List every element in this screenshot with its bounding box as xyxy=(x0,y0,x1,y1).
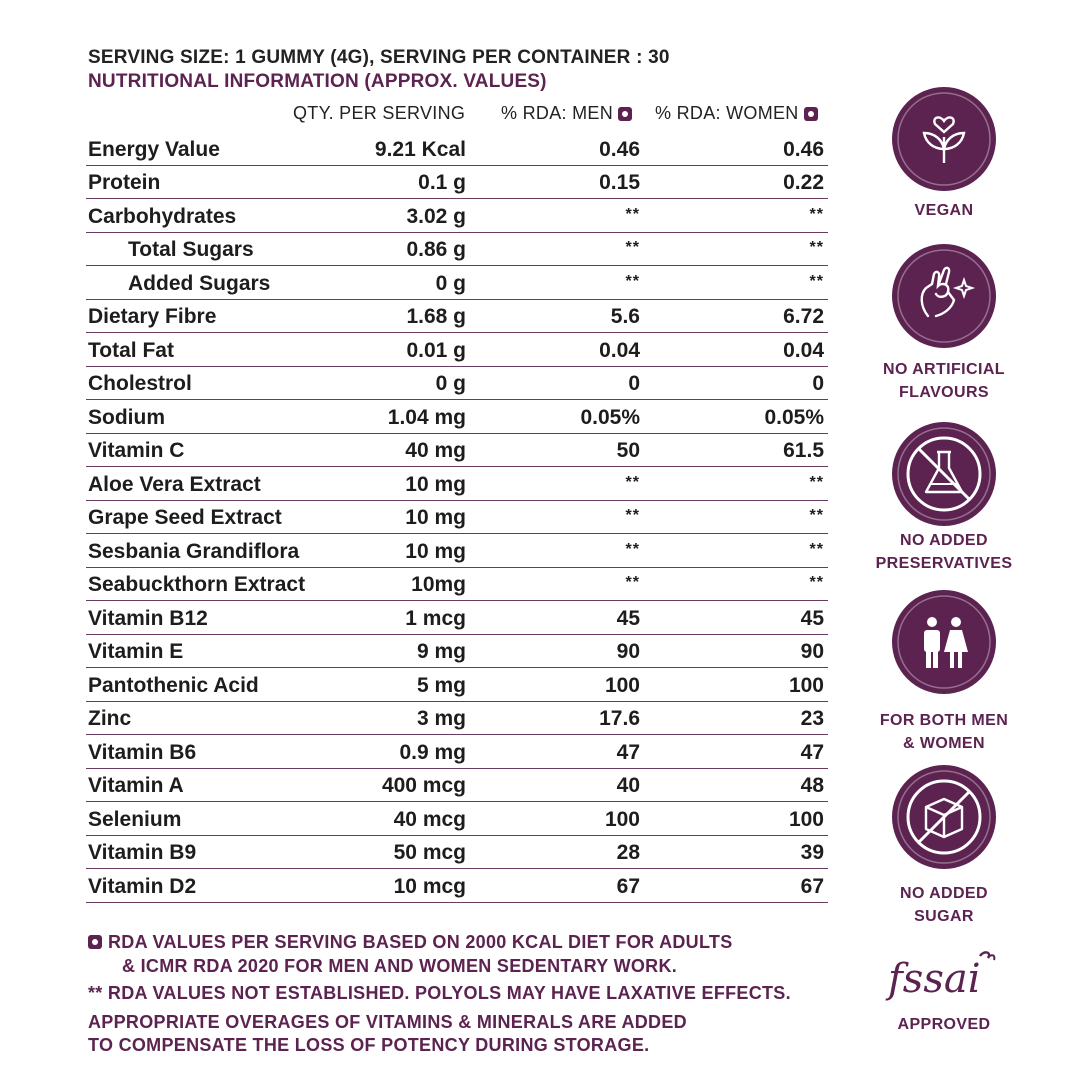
rda-men: 0.05% xyxy=(580,405,640,429)
nutrient-name: Vitamin B12 xyxy=(88,606,208,630)
rda-men: 0.46 xyxy=(599,137,640,161)
qty-per-serving: 3 mg xyxy=(416,707,466,730)
nutrient-name: Pantothenic Acid xyxy=(88,673,259,697)
qty-per-serving: 0.01 g xyxy=(406,338,466,362)
footnote-overage: APPROPRIATE OVERAGES OF VITAMINS & MINERALS ARE ADDED xyxy=(88,1012,687,1032)
rda-women: 0.05% xyxy=(764,405,824,429)
qty-per-serving: 5 mg xyxy=(416,673,466,697)
vegan-badge xyxy=(892,87,996,191)
rda-men: 40 xyxy=(616,774,640,797)
rda-men: ** xyxy=(625,540,640,558)
nutrient-name: Vitamin A xyxy=(88,774,184,797)
no-artificial-flavours-badge xyxy=(892,244,996,348)
rda-women: 48 xyxy=(800,774,824,797)
no-added-preservatives-badge xyxy=(892,422,996,526)
for-both-men-women-badge xyxy=(892,590,996,694)
nutrient-name: Added Sugars xyxy=(128,271,271,295)
nutrient-name: Cholestrol xyxy=(88,372,192,395)
fssai-logo-text: fssai xyxy=(888,956,981,1002)
rda-men: 5.6 xyxy=(610,305,640,328)
table-row xyxy=(86,836,828,870)
rda-men: 67 xyxy=(616,874,640,898)
nutrient-name: Seabuckthorn Extract xyxy=(88,573,306,596)
qty-per-serving: 0.1 g xyxy=(418,171,466,194)
qty-per-serving: 0.9 mg xyxy=(399,740,466,764)
rda-men: 17.6 xyxy=(599,707,640,730)
qty-per-serving: 3.02 g xyxy=(406,204,466,228)
footnote-stars: ** RDA VALUES NOT ESTABLISHED. POLYOLS MAY HAVE LAXATIVE EFFECTS. xyxy=(88,983,791,1003)
table-row xyxy=(86,568,828,602)
rda-women: 61.5 xyxy=(783,439,824,462)
nutrient-name: Grape Seed Extract xyxy=(88,506,282,529)
nutrient-name: Protein xyxy=(88,171,161,194)
table-row xyxy=(86,769,828,803)
table-row xyxy=(86,601,828,635)
rda-men: ** xyxy=(625,574,640,591)
nutrition-info-heading: NUTRITIONAL INFORMATION (APPROX. VALUES) xyxy=(88,71,547,92)
qty-per-serving: 0 g xyxy=(435,372,466,395)
hand-sparkle-icon xyxy=(892,244,996,348)
rda-men: 90 xyxy=(616,640,640,663)
no-added-sugar-badge xyxy=(892,765,996,869)
qty-per-serving: 10 mg xyxy=(405,539,466,563)
column-header-women: % RDA: WOMEN xyxy=(655,103,818,124)
qty-per-serving: 0.86 g xyxy=(406,238,466,261)
serving-size-heading: SERVING SIZE: 1 GUMMY (4G), SERVING PER CONTAINER : 30 xyxy=(88,47,670,68)
nutrient-name: Carbohydrates xyxy=(88,204,237,228)
fssai-approved-label: APPROVED xyxy=(897,1016,991,1033)
table-row xyxy=(86,534,828,568)
nutrient-name: Energy Value xyxy=(88,137,220,161)
rda-men: ** xyxy=(625,272,640,290)
rda-women: 0 xyxy=(812,372,824,395)
qty-per-serving: 10 mg xyxy=(405,472,466,496)
vegan-label: VEGAN xyxy=(914,202,974,219)
for-both-men-women-label: FOR BOTH MEN & WOMEN xyxy=(879,712,1009,752)
no-artificial-flavours-label: NO ARTIFICIAL FLAVOURS xyxy=(883,361,1005,401)
nutrient-name: Dietary Fibre xyxy=(88,305,217,328)
rda-women: ** xyxy=(809,574,824,591)
nutrition-table xyxy=(86,132,828,903)
no-added-sugar-label: NO ADDED SUGAR xyxy=(900,885,988,925)
qty-per-serving: 10mg xyxy=(411,573,466,596)
rda-marker-icon xyxy=(618,107,632,121)
rda-men: 47 xyxy=(616,740,640,764)
table-row xyxy=(86,400,828,434)
fssai-logo xyxy=(884,948,1004,1003)
table-row xyxy=(86,467,828,501)
rda-men: ** xyxy=(625,239,640,256)
rda-women: ** xyxy=(809,473,824,491)
rda-men: ** xyxy=(625,507,640,524)
rda-women: ** xyxy=(809,239,824,256)
nutrient-name: Vitamin B6 xyxy=(88,740,197,764)
nutrient-name: Zinc xyxy=(88,707,132,730)
rda-women: 100 xyxy=(788,807,824,831)
rda-men: ** xyxy=(625,473,640,491)
nutrient-name: Vitamin D2 xyxy=(88,874,197,898)
no-chemical-flask-icon xyxy=(892,422,996,526)
rda-women: 67 xyxy=(800,874,824,898)
rda-men: ** xyxy=(625,205,640,223)
table-row xyxy=(86,233,828,267)
qty-per-serving: 1 mcg xyxy=(405,606,466,630)
rda-women: 47 xyxy=(800,740,824,764)
qty-per-serving: 10 mcg xyxy=(393,874,466,898)
no-added-preservatives-label: NO ADDED PRESERVATIVES xyxy=(875,532,1013,572)
rda-men: 50 xyxy=(616,439,640,462)
rda-women: 45 xyxy=(800,606,824,630)
nutrient-name: Selenium xyxy=(88,807,182,831)
rda-men: 0.15 xyxy=(599,171,640,194)
table-row xyxy=(86,735,828,769)
rda-marker-icon xyxy=(804,107,818,121)
rda-women: 90 xyxy=(800,640,824,663)
table-row xyxy=(86,166,828,200)
table-row xyxy=(86,367,828,401)
rda-men: 0 xyxy=(628,372,640,395)
rda-women: 6.72 xyxy=(783,305,824,328)
table-row xyxy=(86,199,828,233)
table-row xyxy=(86,501,828,535)
qty-per-serving: 40 mg xyxy=(405,439,466,462)
table-row xyxy=(86,635,828,669)
rda-men: 28 xyxy=(616,841,640,864)
rda-women: 23 xyxy=(800,707,824,730)
rda-women: ** xyxy=(809,272,824,290)
table-row xyxy=(86,802,828,836)
rda-women: 0.04 xyxy=(783,338,824,362)
qty-per-serving: 50 mcg xyxy=(393,841,466,864)
rda-women: 0.46 xyxy=(783,137,824,161)
nutrient-name: Sodium xyxy=(88,405,165,429)
footnote-rda-cont: & ICMR RDA 2020 FOR MEN AND WOMEN SEDENTARY WORK. xyxy=(122,956,678,976)
rda-men: 45 xyxy=(616,606,640,630)
no-sugar-cube-icon xyxy=(892,765,996,869)
column-header-men: % RDA: MEN xyxy=(501,103,632,124)
table-row xyxy=(86,869,828,903)
rda-men: 100 xyxy=(604,673,640,697)
man-woman-icon xyxy=(892,590,996,694)
table-row xyxy=(86,266,828,300)
qty-per-serving: 400 mcg xyxy=(381,774,466,797)
rda-men: 0.04 xyxy=(599,338,640,362)
nutrient-name: Aloe Vera Extract xyxy=(88,472,261,496)
nutrient-name: Vitamin C xyxy=(88,439,185,462)
nutrient-name: Total Fat xyxy=(88,338,174,362)
nutrient-name: Sesbania Grandiflora xyxy=(88,539,300,563)
rda-women: 39 xyxy=(800,841,824,864)
footnote-overage-cont: TO COMPENSATE THE LOSS OF POTENCY DURING STORAGE. xyxy=(88,1035,650,1055)
column-header-qty: QTY. PER SERVING xyxy=(293,103,466,123)
nutrient-name: Total Sugars xyxy=(128,238,254,261)
rda-marker-icon xyxy=(88,935,102,949)
rda-women: 100 xyxy=(788,673,824,697)
rda-women: ** xyxy=(809,540,824,558)
table-row xyxy=(86,333,828,367)
rda-women: ** xyxy=(809,205,824,223)
qty-per-serving: 1.04 mg xyxy=(387,405,466,429)
qty-per-serving: 10 mg xyxy=(405,506,466,529)
nutrient-name: Vitamin B9 xyxy=(88,841,197,864)
leaf-heart-icon xyxy=(892,87,996,191)
qty-per-serving: 1.68 g xyxy=(406,305,466,328)
qty-per-serving: 40 mcg xyxy=(393,807,466,831)
rda-men: 100 xyxy=(604,807,640,831)
table-row xyxy=(86,132,828,166)
footnote-rda: RDA VALUES PER SERVING BASED ON 2000 KCAL DIET FOR ADULTS xyxy=(88,932,733,953)
qty-per-serving: 0 g xyxy=(435,271,466,295)
table-row xyxy=(86,702,828,736)
table-row xyxy=(86,300,828,334)
table-row xyxy=(86,668,828,702)
table-row xyxy=(86,434,828,468)
nutrient-name: Vitamin E xyxy=(88,640,184,663)
qty-per-serving: 9 mg xyxy=(416,640,466,663)
rda-women: 0.22 xyxy=(783,171,824,194)
qty-per-serving: 9.21 Kcal xyxy=(374,137,466,161)
rda-women: ** xyxy=(809,507,824,524)
